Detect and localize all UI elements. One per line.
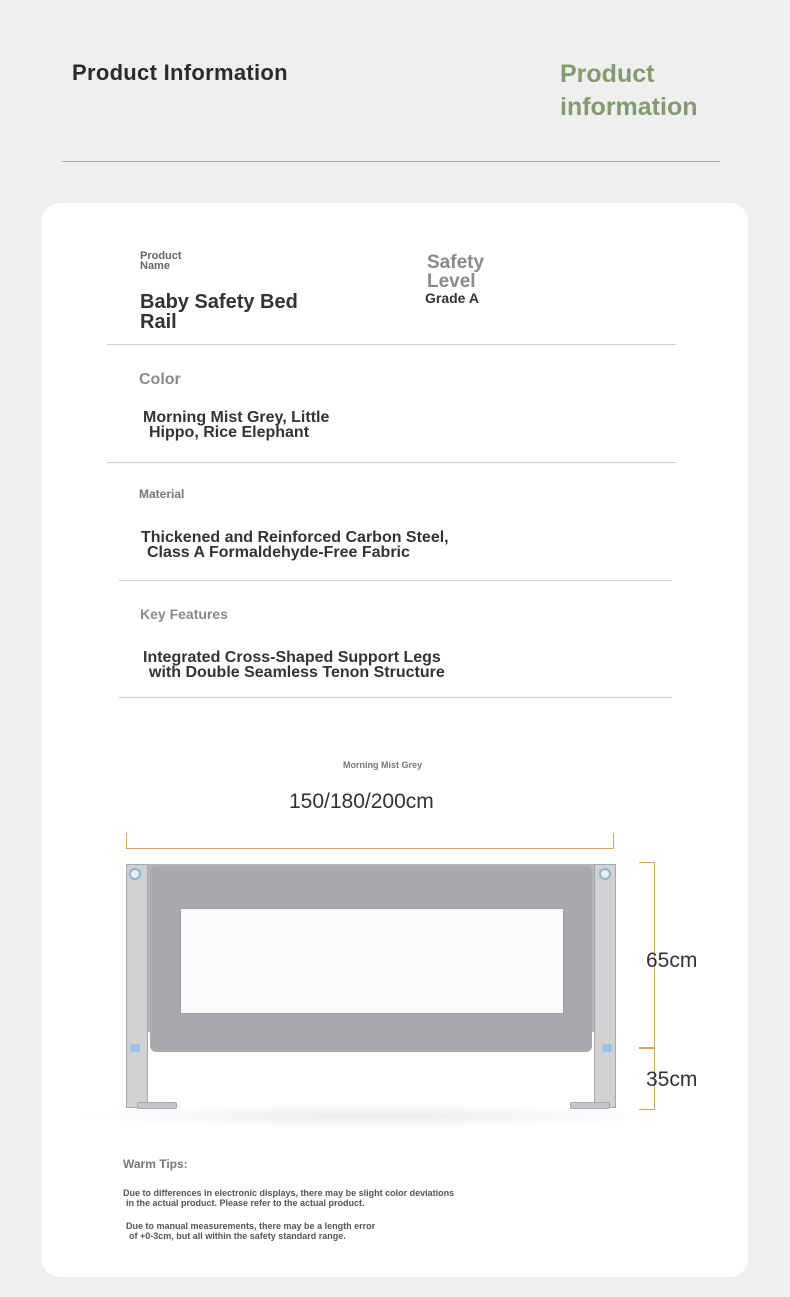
rail-left-clip-icon xyxy=(130,1044,140,1052)
tip-2-line2: of +0-3cm, but all within the safety standard range. xyxy=(129,1231,346,1241)
height-bottom-label: 35cm xyxy=(646,1068,698,1091)
features-value-line1: Integrated Cross-Shaped Support Legs xyxy=(143,649,441,666)
rail-right-clip-icon xyxy=(602,1044,612,1052)
header-divider xyxy=(62,161,720,162)
divider-4 xyxy=(119,697,672,698)
rail-right-post xyxy=(594,864,616,1108)
height-top-label: 65cm xyxy=(646,949,698,972)
color-value-line1: Morning Mist Grey, Little xyxy=(143,409,330,426)
tip-1-line1: Due to differences in electronic displays, there may be slight color deviations xyxy=(123,1188,455,1198)
tip-1-line2: in the actual product. Please refer to the actual product. xyxy=(126,1198,365,1208)
material-value-line1: Thickened and Reinforced Carbon Steel, xyxy=(141,529,449,546)
width-dimension-bracket xyxy=(126,833,614,849)
features-label: Key Features xyxy=(140,606,228,622)
height-dimension-split xyxy=(639,1047,655,1049)
tips-title: Warm Tips: xyxy=(123,1157,188,1171)
divider-2 xyxy=(107,462,676,463)
rail-right-knob-icon xyxy=(599,868,611,880)
divider-1 xyxy=(107,344,676,345)
material-label: Material xyxy=(139,487,185,501)
page-subtitle: Product information xyxy=(560,60,698,121)
material-value-line2: Class A Formaldehyde-Free Fabric xyxy=(147,544,410,561)
divider-3 xyxy=(119,580,672,581)
product-name-value: Baby Safety Bed Rail xyxy=(140,291,298,333)
safety-level-value: Grade A xyxy=(425,290,479,306)
rail-mesh-window xyxy=(180,908,564,1014)
page-title: Product Information xyxy=(72,60,288,85)
color-label: Color xyxy=(139,371,181,388)
safety-level-label: Safety Level xyxy=(427,252,485,292)
color-value-line2: Hippo, Rice Elephant xyxy=(149,424,310,441)
tip-2-line1: Due to manual measurements, there may be a length error xyxy=(126,1221,376,1231)
width-dimension-label: 150/180/200cm xyxy=(289,790,434,813)
rail-left-knob-icon xyxy=(129,868,141,880)
color-caption: Morning Mist Grey xyxy=(343,760,423,770)
rail-left-post xyxy=(126,864,148,1108)
features-value-line2: with Double Seamless Tenon Structure xyxy=(149,664,445,681)
product-name-label: Product Name xyxy=(140,250,182,272)
rail-right-foot xyxy=(570,1102,610,1109)
rail-left-foot xyxy=(137,1102,177,1109)
